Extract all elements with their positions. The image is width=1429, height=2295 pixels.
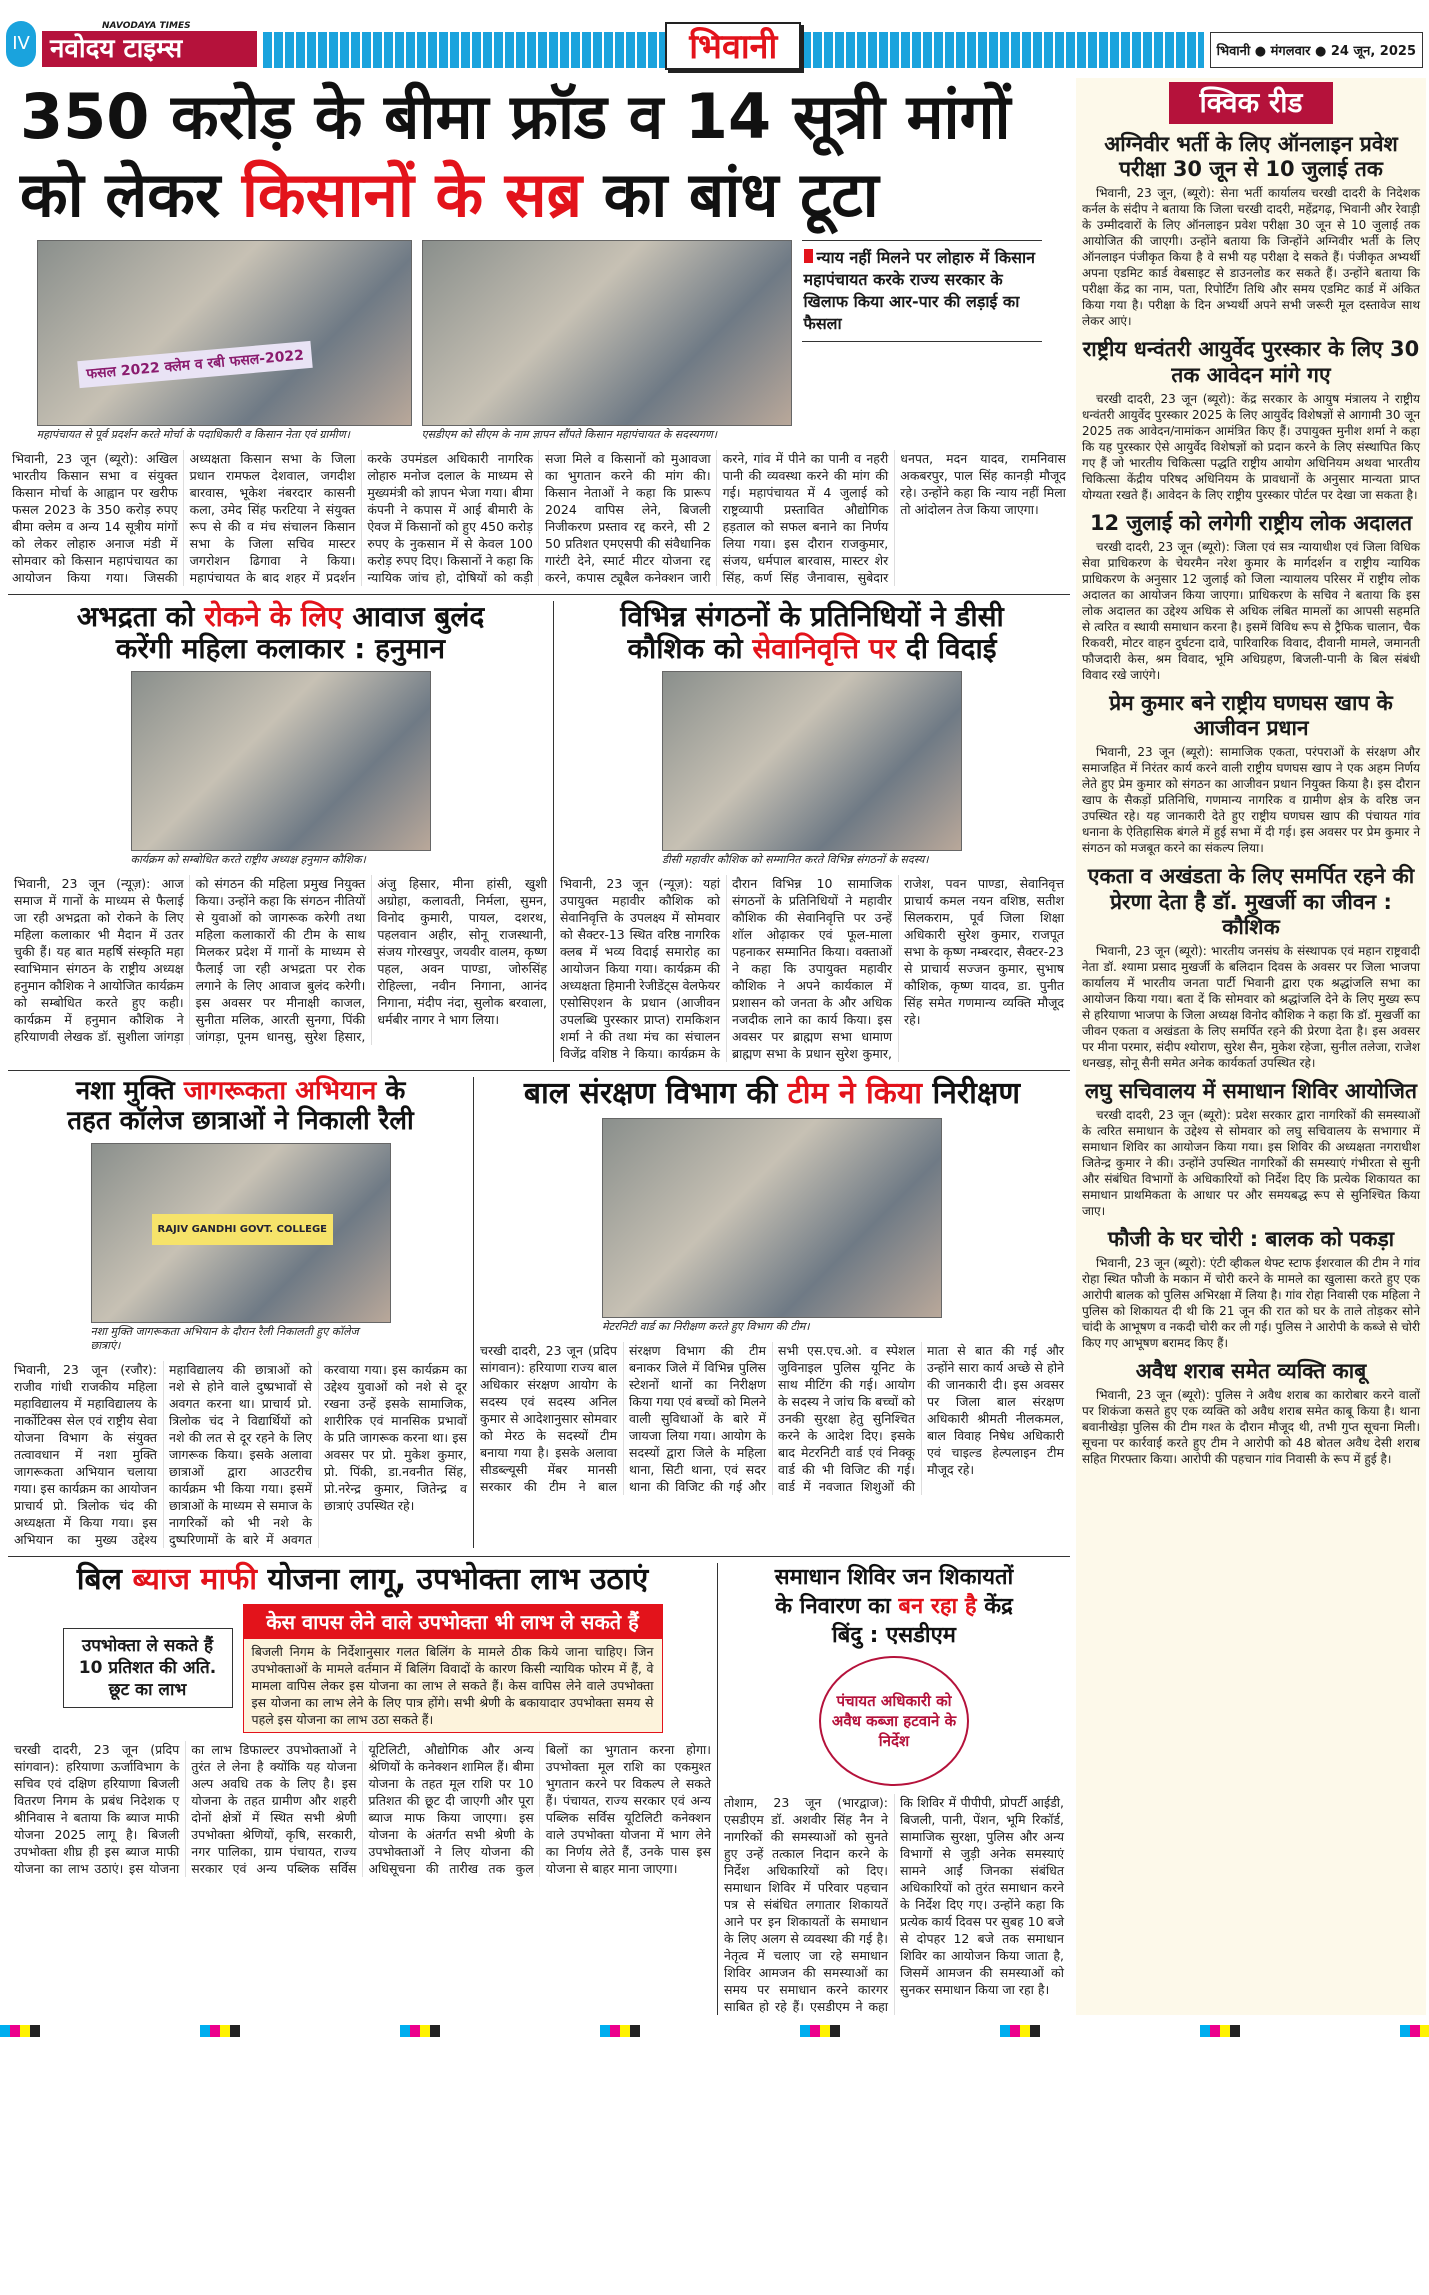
quick-read-item: [1082, 511, 1420, 683]
story6-figures: [14, 1604, 711, 1733]
headline-line3: बिंदु : एसडीएम: [832, 1623, 956, 1649]
story6-box: [243, 1604, 663, 1733]
story4: [8, 1077, 474, 1548]
page-body: [0, 70, 1429, 2015]
story6-callout: [63, 1628, 233, 1708]
headline-line2: तहत कॉलेज छात्राओं ने निकाली रैली: [67, 1106, 414, 1137]
lead-figures: [8, 240, 1070, 442]
quick-read-headline: फौजी के घर चोरी : बालक को पकड़ा: [1107, 1227, 1395, 1252]
headline-part: दी विदाई: [896, 632, 997, 666]
brand-small: NAVODAYA TIMES: [102, 21, 191, 31]
quick-read-body: भिवानी, 23 जून (ब्यूरो): एंटी व्हीकल थेफ्ट स्टाफ ईशरवाल की टीम ने गांव रोहा स्थित फौजी के मकान में चोरी करने के मामले का खुलासा करते हुए एक आरोपी बालक को पुलिस अभिरक्षा में लिया है। गांव रोहा निवासी एक महिला ने पुलिस को शिकायत दी थी कि 21 जून की रात को घर के ताले तोड़कर सोने चांदी के आभूषण व नकदी चोरी कर ली गई। पुलिस ने आरोपी के कब्जे से चोरी किए गए आभूषण बरामद किए हैं।: [1082, 1256, 1420, 1351]
quick-read-headline: लघु सचिवालय में समाधान शिविर आयोजित: [1085, 1078, 1417, 1103]
headline-part: बाल संरक्षण विभाग की: [523, 1076, 788, 1112]
quick-read-body: भिवानी, 23 जून, (ब्यूरो): सेना भर्ती कार्यालय चरखी दादरी के निदेशक कर्नल के संदीप ने बताया कि जिला चरखी दादरी, महेंद्रगढ़, भिवानी और रेवाड़ी के उम्मीदवारों के लिए ऑनलाइन प्रवेश परीक्षा 30 जून से 10 जुलाई तक आयोजित की जाएगी। उन्होंने बताया कि जिन्होंने अग्निवीर भर्ती के लिए ऑनलाइन पंजीकृत किया है वे सभी यह परीक्षा दे सकते हैं। पंजीकृत अभ्यर्थी अपना एडमिट कार्ड वेबसाइट से डाउनलोड कर सकते हैं। उन्होंने बताया कि परीक्षा केंद्र का नाम, पता, रिपोर्टिंग तिथि और समय एडमिट कार्ड में अंकित किया गया है। परीक्षा के दिन अभ्यर्थी अपने सभी जरूरी मूल दस्तावेज साथ लेकर आएं।: [1082, 186, 1420, 329]
quick-read-headline: 12 जुलाई को लगेगी राष्ट्रीय लोक अदालत: [1089, 510, 1413, 535]
row-4: [8, 1556, 1070, 2015]
main-news-area: [8, 78, 1070, 2015]
quick-read-title-wrap: [1082, 78, 1420, 124]
box-body: बिजली निगम के निर्देशानुसार गलत बिलिंग के मामले ठीक किये जाना चाहिए। जिन उपभोक्ताओं के मामले वर्तमान में बिलिंग विवादों के कारण किसी न्यायिक फोरम में हैं, वे मामला वापिस लेकर इस योजना का लाभ ले सकते हैं। केस वापिस लेने वाले उपभोक्ता इस योजना का लाभ लेने के लिए पात्र होंगे। सभी श्रेणी के बकायादार उपभोक्ता समय से पहले इस योजना का लाभ उठा सकते हैं।: [251, 1643, 654, 1727]
brand-block: [42, 21, 257, 67]
quick-read-headline: राष्ट्रीय धन्वंतरी आयुर्वेद पुरस्कार के लिए 30 तक आवेदन मांगे गए: [1082, 337, 1420, 387]
headline-highlight: ब्याज माफी: [132, 1562, 258, 1598]
headline-highlight: किसानों के सब्र: [241, 158, 583, 231]
bullet-square-icon: [804, 249, 813, 263]
city-badge: [665, 22, 801, 70]
farmer-protest-photo: [37, 240, 412, 426]
masthead-stripes: [263, 27, 1204, 68]
story5-body: चरखी दादरी, 23 जून (प्रदिप सांगवान): हरियाणा राज्य बाल अधिकार संरक्षण आयोग के सदस्य एवं सदस्य अनिल कुमार से आदेशानुसार सोमवार को मेरठ के सदस्यों टीम बनाया गया है। इसके अलावा सीडब्ल्यूसी मेंबर मानसी सरकार की टीम ने बाल संरक्षण विभाग की टीम बनाकर जिले में विभिन्न पुलिस स्टेशनों थानों का निरीक्षण किया गया एवं बच्चों को मिलने वाली सुविधाओं के बारे में जायजा लिया गया। आयोग के सदस्यों द्वारा जिले के महिला थाना, सिटी थाना, एवं सदर थाना की विजिट की गई और सभी एस.एच.ओ. व स्पेशल जुविनाइल पुलिस यूनिट के साथ मीटिंग की गई। आयोग के सदस्य ने जांच कि बच्चों को उनकी सुरक्षा हेतु सुनिश्चित करने के आदेश दिए। इसके बाद मेटरनिटी वार्ड एवं निक्कू वार्ड की भी विजिट की गई। वार्ड में नवजात शिशुओं की माता से बात की गई और उन्होंने सारा कार्य अच्छे से होने की जानकारी दी। इस अवसर पर जिला बाल संरक्षण अधिकारी श्रीमती नीलकमल, बाल विवाह निषेध अधिकारी एवं चाइल्ड हेल्पलाइन टीम मौजूद रहे।: [480, 1342, 1064, 1494]
city-name: भिवानी: [689, 27, 778, 67]
story2-headline: [14, 601, 547, 665]
quick-read-body: भिवानी, 23 जून (ब्यूरो): भारतीय जनसंघ के संस्थापक एवं महान राष्ट्रवादी नेता डॉ. श्यामा प्रसाद मुखर्जी के बलिदान दिवस के अवसर पर जिला भाजपा कार्यालय में भारतीय जनता पार्टी भिवानी द्वारा एक श्रद्धांजलि सभा का आयोजन किया गया। बता दें कि सोमवार को श्रद्धांजलि देने के लिए मुख्य रूप से हरियाणा भाजपा के जिला अध्यक्ष विनोद कौशिक ने कहा कि डॉ. मुखर्जी का जीवन एकता व अखंडता के लिए समर्पित रहने की प्रेरणा देता है। इस अवसर पर मीना परमार, संदीप श्योराण, सुरेश सैन, मुकेश रहेजा, सुनील तलेजा, राजेश धनखड़, सोनू सैनी समेत अनेक कार्यकर्ता उपस्थित रहे।: [1082, 943, 1420, 1070]
lead-story-body: भिवानी, 23 जून (ब्यूरो): अखिल भारतीय किसान सभा व संयुक्त किसान मोर्चा के आह्वान पर खरीफ फसल 2023 के 350 करोड़ रुपए बीमा क्लेम व अन्य 14 सूत्रीय मांगों को लेकर लोहारु अनाज मंडी में सोमवार को किसान महापंचायत का आयोजन किया गया। जिसकी अध्यक्षता किसान सभा के जिला प्रधान रामफल देशवाल, जगदीश बारवास, भूकेश नंबरदार कासनी कला, उमेद सिंह फरटिया ने संयुक्त रूप से की व मंच संचालन किसान सभा के जिला सचिव मास्टर जगरोशन ढिगावा ने किया। महापंचायत के बाद शहर में प्रदर्शन करके उपमंडल अधिकारी नागरिक लोहारु मनोज दलाल के माध्यम से मुख्यमंत्री को ज्ञापन भेजा गया। बीमा कंपनी ने कपास में आई बीमारी के ऐवज में किसानों को हुए 450 करोड़ रुपए के नुकसान में से केवल 100 करोड़ रुपए दिए। किसानों ने कहा कि न्यायिक जांच हो, दोषियों को कड़ी सजा मिले व किसानों को मुआवजा का भुगतान करने की मांग की। किसान नेताओं ने कहा कि प्रारूप 2024 वापिस लेने, बिजली निजीकरण प्रस्ताव रद्द करने, सी 2 50 प्रतिशत एमएसपी की संवैधानिक गारंटी देने, स्मार्ट मीटर योजना रद्द करने, कपास ट्यूबैल कनेक्शन जारी करने, गांव में पीने का पानी व नहरी पानी की व्यवस्था करने की मांग की गई। महापंचायत में 4 जुलाई को राष्ट्रव्यापी प्रस्तावित औद्योगिक हड़ताल को सफल बनाने का निर्णय लिया गया। इस दौरान राजकुमार, संजय, धर्मपाल बारवास, मास्टर शेर सिंह, कर्ण सिंह जैनावास, सुबेदार धनपत, मदन यादव, रामनिवास अकबरपुर, पाल सिंह कानड़ी मौजूद रहे। उन्होंने कहा कि न्याय नहीं मिला तो आंदोलन तेज किया जाएगा।: [12, 451, 1066, 585]
headline-part: अभद्रता को: [76, 600, 205, 633]
photo-caption: डीसी महावीर कौशिक को सम्मानित करते विभिन्न संगठनों के सदस्य।: [662, 853, 929, 867]
lead-headline-line2: [20, 156, 1070, 234]
lead-headline: [8, 78, 1070, 234]
lead-photo-2: [422, 240, 792, 442]
headline-highlight: जागरूकता अभियान: [183, 1076, 377, 1107]
protest-banner: फसल 2022 क्लेम व रबी फसल-2022: [77, 341, 313, 388]
headline-part: के निवारण का: [775, 1594, 899, 1620]
headline-highlight: टीम ने किया: [787, 1076, 923, 1112]
story5-photo: [602, 1118, 942, 1334]
headline-part: केंद्र: [976, 1594, 1013, 1620]
story7-headline: [724, 1563, 1064, 1650]
quick-read-headline: एकता व अखंडता के लिए समर्पित रहने की प्रेरणा देता है डॉ. मुखर्जी का जीवन : कौशिक: [1087, 864, 1415, 939]
quick-read-headline: अग्निवीर भर्ती के लिए ऑनलाइन प्रवेश परीक्षा 30 जून से 10 जुलाई तक: [1104, 132, 1398, 182]
story4-figure: [14, 1143, 467, 1353]
inspection-photo: [602, 1118, 942, 1318]
story5-headline: [480, 1077, 1064, 1112]
quick-read-body: चरखी दादरी, 23 जून (ब्यूरो): केंद्र सरकार के आयुष मंत्रालय ने राष्ट्रीय धन्वंतरी आयुर्वेद पुरस्कार 2025 के लिए आयुर्वेद विशेषज्ञों से आगामी 30 जून 2025 तक आवेदन/नामांकन आमंत्रित किए हैं। उपायुक्त मुनीश शर्मा ने कहा कि यह पुरस्कार ऐसे आयुर्वेद विशेषज्ञों को प्रदान करने के लिए संस्थापित किए गए हैं जो भारतीय चिकित्सा पद्धति राष्ट्रीय आयोग अधिनियम अथवा भारतीय चिकित्सा केंद्रीय परिषद अधिनियम के प्रावधानों के अनुसार मान्यता प्राप्त योग्यता रखते हैं। आवेदन के लिए राष्ट्रीय पुरस्कार पोर्टल पर देखा जा सकता है।: [1082, 391, 1420, 502]
headline-part: नशा मुक्ति: [75, 1076, 184, 1107]
headline-part: का बांध टूटा: [582, 158, 879, 231]
callout-text: पंचायत अधिकारी को अवैध कब्जा हटवाने के निर्देश: [831, 1692, 957, 1751]
story2-figure: [14, 671, 547, 867]
quick-read-item: [1082, 1079, 1420, 1219]
story4-body: भिवानी, 23 जून (रजौर): राजीव गांधी राजकीय महिला महाविद्यालय में महाविद्यालय के नार्कोटिक्स सेल एवं राष्ट्रीय सेवा योजना विभाग के संयुक्त तत्वावधान में नशा मुक्ति जागरूकता अभियान चलाया गया। इस कार्यक्रम का आयोजन प्राचार्य प्रो. त्रिलोक चंद की अध्यक्षता में किया गया। इस अभियान का मुख्य उद्देश्य महाविद्यालय की छात्राओं को नशे से होने वाले दुष्प्रभावों से अवगत करना था। प्राचार्य प्रो. त्रिलोक चंद ने विद्यार्थियों को नशे की लत से दूर रहने के लिए जागरूक किया। इसके अलावा छात्राओं द्वारा आउटरीच कार्यक्रम भी किया गया। इसमें छात्राओं के माध्यम से समाज के नागरिकों को भी नशे के दुष्परिणामों के बारे में अवगत करवाया गया। इस कार्यक्रम का उद्देश्य युवाओं को नशे से दूर रखना उन्हें इसके सामाजिक, शारीरिक एवं मानसिक प्रभावों के प्रति जागरूक करना था। इस अवसर पर प्रो. मुकेश कुमार, प्रो. पिंकी, डा.नवनीत सिंह, प्रो.नरेन्द्र कुमार, जितेन्द्र व छात्राएं उपस्थित रहे।: [14, 1362, 467, 1548]
headline-part: बिल: [76, 1562, 133, 1598]
quick-read-title: क्विक रीड: [1169, 82, 1332, 124]
quick-read-item: [1082, 691, 1420, 856]
headline-part: कौशिक को: [627, 632, 753, 666]
registration-strip: [0, 2025, 1429, 2037]
quick-read-column: [1076, 78, 1426, 2015]
headline-part: योजना लागू, उपभोक्ता लाभ उठाएं: [257, 1562, 649, 1598]
quick-read-headline: प्रेम कुमार बने राष्ट्रीय घणघस खाप के आजीवन प्रधान: [1109, 690, 1393, 741]
story6-body: चरखी दादरी, 23 जून (प्रदिप सांगवान): हरियाणा ऊर्जाविभाग के सचिव एवं दक्षिण हरियाणा बिजली वितरण निगम के प्रबंध निदेशक ए श्रीनिवास ने बताया कि ब्याज माफी योजना 2025 लागू है। बिजली उपभोक्ता शीघ्र ही इस ब्याज माफी योजना का लाभ उठाएं। इस योजना का लाभ डिफाल्टर उपभोक्ताओं ने तुरंत ले लेना है क्योंकि यह योजना अल्प अवधि तक के लिए है। इस योजना के तहत ग्रामीण और शहरी दोनों क्षेत्रों में स्थित सभी श्रेणी उपभोक्ता श्रेणियों, कृषि, सरकारी, नगर पालिका, ग्राम पंचायत, राज्य सरकार एवं अन्य पब्लिक सर्विस यूटिलिटी, औद्योगिक और अन्य श्रेणियों के कनेक्शन शामिल हैं। बीमा योजना के तहत मूल राशि पर 10 प्रतिशत की छूट दी जाएगी और पूरा ब्याज माफ किया जाएगा। इस योजना के अंतर्गत सभी श्रेणी के उपभोक्ताओं ने लिए योजना की अधिसूचना की तारीख तक कुल बिलों का भुगतान करना होगा। उपभोक्ता मूल राशि का एकमुश्त भुगतान करने पर विकल्प ले सकते हैं। पंचायत, राज्य सरकार एवं अन्य पब्लिक सर्विस यूटिलिटी कनेक्शन वाले उपभोक्ता योजना में भाग लेने का निर्णय लेते हैं, उनके पास इस योजना से बाहर माना जाएगा।: [14, 1741, 711, 1876]
college-banner: RAJIV GANDHI GOVT. COLLEGE: [152, 1214, 334, 1245]
lead-headline-line1: 350 करोड़ के बीमा फ्रॉड व 14 सूत्री मांगों: [20, 80, 1011, 153]
headline-part: के: [376, 1076, 406, 1107]
quick-read-body: चरखी दादरी, 23 जून (ब्यूरो): प्रदेश सरकार द्वारा नागरिकों की समस्याओं के त्वरित समाधान के उद्देश्य से सोमवार को लघु सचिवालय के सभागार में समाधान शिविर का आयोजन किया गया। इस शिविर की अध्यक्षता नगराधीश जितेन्द्र कुमार ने की। उन्होंने उपस्थित नागरिकों की समस्याएं गंभीरता से सुनी और संबंधित विभागों के अधिकारियों को निर्देश दिए कि प्रत्येक शिकायत का समाधान प्राथमिकता के आधार पर और समयबद्ध रूप से सुनिश्चित किया जाए।: [1082, 1108, 1420, 1219]
headline-highlight: सेवानिवृत्ति पर: [752, 632, 897, 666]
headline-part: निरीक्षण: [922, 1076, 1021, 1112]
farewell-photo: [662, 671, 962, 851]
headline-highlight: बन रहा है: [898, 1594, 977, 1620]
quick-read-body: भिवानी, 23 जून (ब्यूरो): सामाजिक एकता, परंपराओं के संरक्षण और समाजहित में निरंतर कार्य करने वाली राष्ट्रीय घणघस खाप ने एक अहम निर्णय लेते हुए प्रेम कुमार को संगठन का आजीवन प्रधान नियुक्त किया है। इस दौरान खाप के सैकड़ों प्रतिनिधि, गणमान्य नागरिक व ग्रामीण क्षेत्र के वरिष्ठ जन उपस्थित रहे। यह जानकारी देते हुए राष्ट्रीय घणघस खाप की पंचायत गांव धनाना के ऐतिहासिक बंगले में हुई सभा में दी गई। इस अवसर पर प्रेम कुमार ने संगठन को मजबूत करने का संकल्प लिया।: [1082, 745, 1420, 856]
story5: [474, 1077, 1070, 1548]
story7-callout: [819, 1656, 969, 1786]
story4-photo: [91, 1143, 391, 1353]
box-title: केस वापस लेने वाले उपभोक्ता भी लाभ ले सकते हैं: [244, 1605, 662, 1639]
story3-headline: [560, 601, 1064, 665]
lead-photo-1: [37, 240, 412, 442]
row-2: [8, 594, 1070, 1062]
photo-caption: मेटरनिटी वार्ड का निरीक्षण करते हुए विभाग की टीम।: [602, 1319, 810, 1333]
dateline: भिवानी ● मंगलवार ● 24 जून, 2025: [1210, 32, 1423, 68]
story3-body: भिवानी, 23 जून (न्यूज़): यहां उपायुक्त महावीर कौशिक को सेवानिवृत्ति के उपलक्ष्य में सोमवार को सैक्टर-13 स्थित वरिष्ठ नागरिक क्लब में भव्य विदाई समारोह का आयोजन किया गया। कार्यक्रम की अध्यक्षता हिमानी रेजीडेंट्स वेलफेयर एसोसिएशन के प्रधान (आजीवन उपलब्धि पुरस्कार प्राप्त) रामकिशन शर्मा ने की तथा मंच का संचालन विजेंद्र वशिष्ठ ने किया। कार्यक्रम के दौरान विभिन्न 10 सामाजिक संगठनों के प्रतिनिधियों ने महावीर कौशिक की सेवानिवृत्ति पर उन्हें शॉल ओढ़ाकर एवं फूल-माला पहनाकर सम्मानित किया। वक्ताओं ने कहा कि उपायुक्त महावीर कौशिक ने अपने कार्यकाल में प्रशासन को जनता के और अधिक नजदीक लाने का कार्य किया। इस अवसर पर ब्राह्मण सभा धामाण ब्राह्मण सभा के प्रधान सुरेश कुमार, राजेश, पवन पाण्डा, सेवानिवृत्त प्राचार्य कमल नयन वशिष्ठ, सतीश सिलकराम, पूर्व जिला शिक्षा अधिकारी सुरेश कुमार, राजपूत सभा के कृष्ण नम्बरदार, सैक्टर-23 से प्राचार्य सज्जन कुमार, सुभाष कौशिक, कृष्ण यादव, डा. पुनीत सिंह समेत गणमान्य व्यक्ति मौजूद रहे।: [560, 876, 1064, 1062]
story7-body: तोशाम, 23 जून (भारद्वाज): एसडीएम डॉ. अशवीर सिंह नैन ने नागरिकों की समस्याओं को सुनते हुए उन्हें तत्काल निदान करने के निर्देश अधिकारियों को दिए। समाधान शिविर में परिवार पहचान पत्र से संबंधित लगातार शिकायतें आने पर इन शिकायतों के समाधान के लिए अलग से व्यवस्था की गई है। नेतृत्व में चलाए जा रहे समाधान शिविर आमजन की समस्याओं का समय पर समाधान करने कारगर साबित हो रहे हैं। एसडीएम ने कहा कि शिविर में पीपीपी, प्रोपर्टी आईडी, बिजली, पानी, पेंशन, भूमि रिकॉर्ड, सामाजिक सुरक्षा, पुलिस और अन्य विभागों से जुड़ी अनेक समस्याएं सामने आईं जिनका संबंधित अधिकारियों को तुरंत समाधान करने के निर्देश दिए गए। उन्होंने कहा कि प्रत्येक कार्य दिवस पर सुबह 10 बजे से दोपहर 12 बजे तक समाधान शिविर का आयोजन किया जाता है, जिसमें आमजन की समस्याओं को सुनकर समाधान किया जा रहा है।: [724, 1795, 1064, 2015]
quick-read-items: [1082, 132, 1420, 1467]
quick-read-item: [1082, 864, 1420, 1071]
headline-highlight: रोकने के लिए: [204, 600, 343, 633]
brand-logo: नवोदय टाइम्स: [42, 31, 257, 67]
story7-figure: [724, 1656, 1064, 1786]
story4-headline: [14, 1077, 467, 1137]
photo-caption: नशा मुक्ति जागरूकता अभियान के दौरान रैली निकालती हुए कॉलेज छात्राएं।: [90, 1325, 359, 1353]
quick-read-body: भिवानी, 23 जून (ब्यूरो): पुलिस ने अवैध शराब का कारोबार करने वालों पर शिकंजा कसते हुए एक व्यक्ति को अवैध शराब समेत काबू किया है। थाना बवानीखेड़ा पुलिस की टीम गश्त के दौरान मौजूद थी, तभी गुप्त सूचना मिली। सूचना पर कार्रवाई करते हुए टीम ने आरोपी को 48 बोतल अवैध देसी शराब सहित गिरफ्तार किया। आरोपी की पहचान गांव निवासी के रूप में हुई है।: [1082, 1388, 1420, 1467]
quick-read-item: [1082, 337, 1420, 502]
masthead: [0, 0, 1429, 70]
quick-read-item: [1082, 132, 1420, 329]
quick-read-body: चरखी दादरी, 23 जून (ब्यूरो): जिला एवं सत्र न्यायाधीश एवं जिला विधिक सेवा प्राधिकरण के चेयरमैन नरेश कुमार के मार्गदर्शन व राष्ट्रीय न्यायिक प्राधिकरण के अनुसार 12 जुलाई को जिला न्यायालय परिसर में राष्ट्रीय लोक अदालत का आयोजन किया जाएगा। प्राधिकरण के सचिव ने बताया कि इस लोक अदालत का उद्देश्य अधिक से अधिक लंबित मामलों का आपसी सहमति से त्वरित व स्थायी समाधान करना है। इसमें विविध रूप से ट्रैफिक चालान, चैक रिकवरी, मोटर वाहन दुर्घटना दावे, पारिवारिक विवाद, दीवानी मामले, जमानती फौजदारी केस, श्रम विवाद, भूमि अधिग्रहण, बिजली-पानी के बिल संबंधी विवाद रखे जाएंगे।: [1082, 539, 1420, 682]
story2: [8, 601, 554, 1062]
story5-figure: [480, 1118, 1064, 1334]
rally-photo: [91, 1143, 391, 1323]
headline-part: आवाज बुलंद: [342, 600, 485, 633]
headline-line1: समाधान शिविर जन शिकायतों: [774, 1565, 1014, 1591]
row-3: [8, 1070, 1070, 1548]
headline-part: को लेकर: [20, 158, 242, 231]
story7: [718, 1563, 1070, 2015]
memorandum-photo: [422, 240, 792, 426]
speech-photo: [131, 671, 431, 851]
callout-text: उपभोक्ता ले सकते हैं 10 प्रतिशत की अति. छूट का लाभ: [78, 1636, 217, 1701]
story3-figure: [560, 671, 1064, 867]
headline-line2: करेंगी महिला कलाकार : हनुमान: [115, 632, 446, 666]
story3-photo: [662, 671, 962, 867]
quick-read-headline: अवैध शराब समेत व्यक्ति काबू: [1135, 1359, 1367, 1384]
story6-headline: [14, 1563, 711, 1598]
page-number: IV: [6, 21, 36, 67]
pullquote: [802, 240, 1042, 342]
story2-body: भिवानी, 23 जून (न्यूज़): आज समाज में गानों के माध्यम से फैलाई जा रही अभद्रता को रोकने के लिए महिला कलाकार भी मैदान में उतर चुकी हैं। यह बात महर्षि संस्कृति महा स्वाभिमान संगठन के राष्ट्रीय अध्यक्ष हनुमान कौशिक ने आयोजित कार्यक्रम को सम्बोधित करते हुए कही। कार्यक्रम में हनुमान कौशिक ने हरियाणवी लेखक डॉ. सुशीला जांगड़ा को संगठन की महिला प्रमुख नियुक्त किया। उन्होंने कहा कि संगठन नीतियों से युवाओं को जागरूक करेगी तथा महिला कलाकारों की टीम के साथ मिलकर प्रदेश में गानों के माध्यम से फैलाई जा रही अभद्रता पर रोक लगाने के लिए आवाज बुलंद करेगी। इस अवसर पर मीनाक्षी काजल, सुनीता मलिक, आरती सुनगा, पिंकी जांगड़ा, पूनम धानसु, सुरेश हिसार, अंजु हिसार, मीना हांसी, खुशी अग्रोहा, कलावती, निर्मला, सुमन, विनोद कुमारी, पायल, दशरथ, पहलवान अहीर, सोनू राजस्थानी, संजय गोरखपुर, जयवीर वालम, कृष्ण पहल, अवन पाण्डा, जोरुसिंह रोहिल्ला, नवीन निगाना, आनंद निगाना, मंदीप नंदा, सुलोक बरवाला, धर्मबीर नागर ने भाग लिया।: [14, 876, 547, 1045]
story2-photo: [131, 671, 431, 867]
quick-read-item: [1082, 1227, 1420, 1351]
photo-caption: एसडीएम को सीएम के नाम ज्ञापन सौंपते किसान महापंचायत के सदस्यगण।: [421, 428, 718, 441]
photo-caption: कार्यक्रम को सम्बोधित करते राष्ट्रीय अध्यक्ष हनुमान कौशिक।: [130, 853, 366, 867]
headline-line1: विभिन्न संगठनों के प्रतिनिधियों ने डीसी: [620, 600, 1004, 633]
photo-caption: महापंचायत से पूर्व प्रदर्शन करते मोर्चा के पदाधिकारी व किसान नेता एवं ग्रामीण।: [36, 428, 350, 441]
story3: [554, 601, 1070, 1062]
pullquote-text: न्याय नहीं मिलने पर लोहारु में किसान महापंचायत करके राज्य सरकार के खिलाफ किया आर-पार की लड़ाई का फैसला: [803, 248, 1035, 333]
story6: [8, 1563, 718, 2015]
quick-read-item: [1082, 1359, 1420, 1467]
